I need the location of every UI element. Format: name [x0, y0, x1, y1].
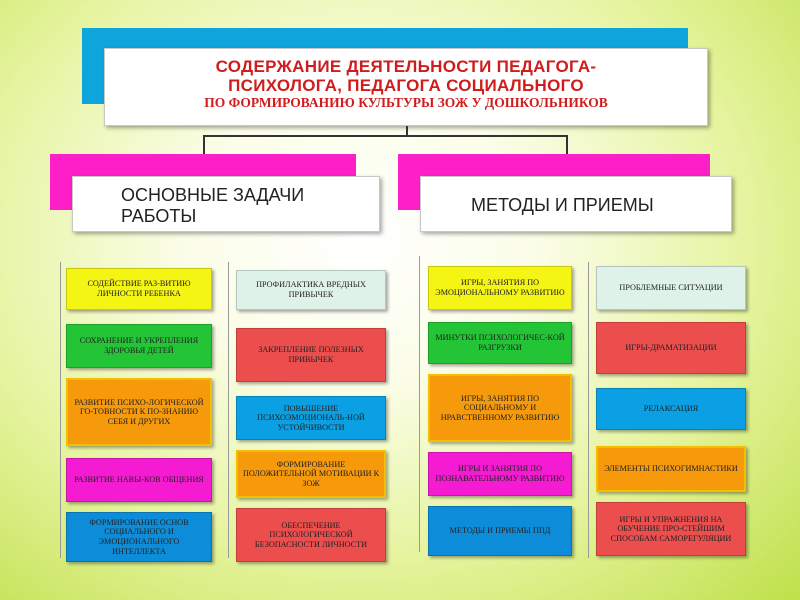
task-box: РАЗВИТИЕ НАВЫ-КОВ ОБЩЕНИЯ [66, 458, 212, 502]
method-box: МИНУТКИ ПСИХОЛОГИЧЕС-КОЙ РАЗГРУЗКИ [428, 322, 572, 364]
method-box: ИГРЫ, ЗАНЯТИЯ ПО СОЦИАЛЬНОМУ И НРАВСТВЕННОМУ РАЗВИТИЮ [428, 374, 572, 442]
method-box: МЕТОДЫ И ПРИЕМЫ ППД [428, 506, 572, 556]
tasks-section-box [72, 176, 380, 232]
method-box: РЕЛАКСАЦИЯ [596, 388, 746, 430]
tree-line-tasks-col1 [60, 262, 61, 558]
tree-line-methods-col1 [419, 256, 420, 552]
header-title-line3: ПО ФОРМИРОВАНИЮ КУЛЬТУРЫ ЗОЖ У ДОШКОЛЬНИКОВ [204, 95, 608, 110]
method-box: ПРОБЛЕМНЫЕ СИТУАЦИИ [596, 266, 746, 310]
tasks-section-title: ОСНОВНЫЕ ЗАДАЧИ РАБОТЫ [121, 185, 305, 226]
connector-horizontal [203, 135, 568, 137]
task-box: ПОВЫШЕНИЕ ПСИХОЭМОЦИОНАЛЬ-НОЙ УСТОЙЧИВОСТИ [236, 396, 386, 440]
method-box: ИГРЫ И УПРАЖНЕНИЯ НА ОБУЧЕНИЕ ПРО-СТЕЙШИМ СПОСОБАМ САМОРЕГУЛЯЦИИ [596, 502, 746, 556]
connector-left-drop [203, 135, 205, 154]
task-box: ОБЕСПЕЧЕНИЕ ПСИХОЛОГИЧЕСКОЙ БЕЗОПАСНОСТИ ЛИЧНОСТИ [236, 508, 386, 562]
tree-line-methods-col2 [588, 262, 589, 558]
task-box: СОХРАНЕНИЕ И УКРЕПЛЕНИЯ ЗДОРОВЬЯ ДЕТЕЙ [66, 324, 212, 368]
method-box: ЭЛЕМЕНТЫ ПСИХОГИМНАСТИКИ [596, 446, 746, 492]
task-box: ФОРМИРОВАНИЕ ОСНОВ СОЦИАЛЬНОГО И ЭМОЦИОНАЛЬНОГО ИНТЕЛЛЕКТА [66, 512, 212, 562]
method-box: ИГРЫ-ДРАМАТИЗАЦИИ [596, 322, 746, 374]
task-box: ФОРМИРОВАНИЕ ПОЛОЖИТЕЛЬНОЙ МОТИВАЦИИ К ЗОЖ [236, 450, 386, 498]
methods-section-title: МЕТОДЫ И ПРИЕМЫ [471, 195, 654, 215]
task-box: СОДЕЙСТВИЕ РАЗ-ВИТИЮ ЛИЧНОСТИ РЕБЕНКА [66, 268, 212, 310]
connector-right-drop [566, 135, 568, 154]
task-box: РАЗВИТИЕ ПСИХО-ЛОГИЧЕСКОЙ ГО-ТОВНОСТИ К ПО-ЗНАНИЮ СЕБЯ И ДРУГИХ [66, 378, 212, 446]
method-box: ИГРЫ, ЗАНЯТИЯ ПО ЭМОЦИОНАЛЬНОМУ РАЗВИТИЮ [428, 266, 572, 310]
header-title-box [104, 48, 708, 126]
header-title-line1: СОДЕРЖАНИЕ ДЕЯТЕЛЬНОСТИ ПЕДАГОГА- [215, 57, 597, 76]
tree-line-tasks-col2 [228, 262, 229, 558]
methods-section-box [420, 176, 732, 232]
header-title-line2: ПСИХОЛОГА, ПЕДАГОГА СОЦИАЛЬНОГО [228, 76, 584, 95]
task-box: ПРОФИЛАКТИКА ВРЕДНЫХ ПРИВЫЧЕК [236, 270, 386, 310]
method-box: ИГРЫ И ЗАНЯТИЯ ПО ПОЗНАВАТЕЛЬНОМУ РАЗВИТИЮ [428, 452, 572, 496]
task-box: ЗАКРЕПЛЕНИЕ ПОЛЕЗНЫХ ПРИВЫЧЕК [236, 328, 386, 382]
